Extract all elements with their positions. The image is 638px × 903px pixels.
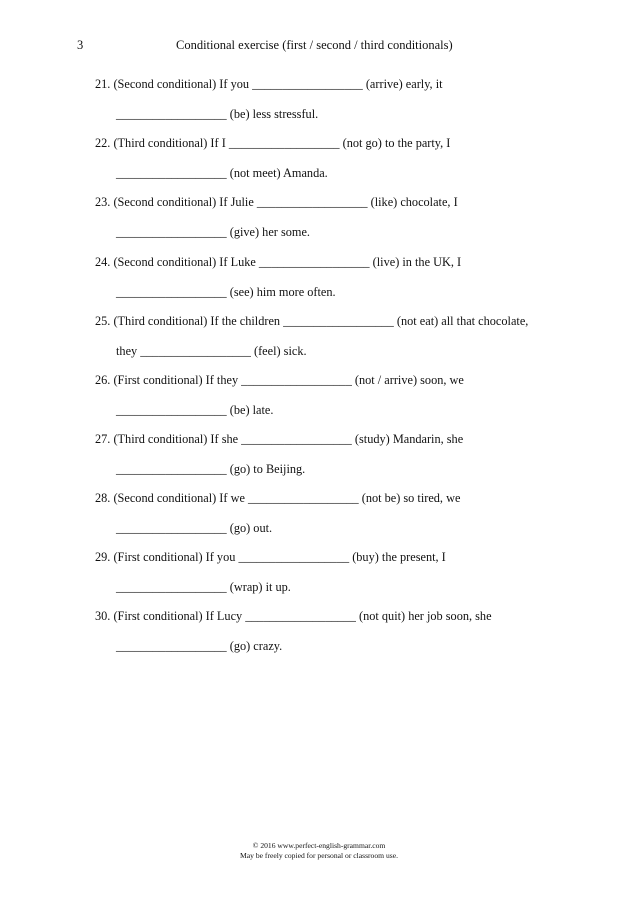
footer-copyright: © 2016 www.perfect-english-grammar.com (252, 841, 386, 850)
exercise-line-2: __________________ (go) crazy. (116, 639, 283, 653)
exercise-line-1: 28. (Second conditional) If we __________________ (not be) so tired, we (95, 491, 461, 505)
exercise-line-1: 27. (Third conditional) If she __________________ (study) Mandarin, she (95, 432, 464, 446)
exercise-line-2: __________________ (be) late. (116, 403, 274, 417)
exercise-line-2: __________________ (wrap) it up. (116, 580, 291, 594)
exercise-line-1: 25. (Third conditional) If the children __________________ (not eat) all that chocolate, (95, 314, 529, 328)
exercise-line-2: __________________ (be) less stressful. (116, 107, 319, 121)
exercise-line-1: 23. (Second conditional) If Julie __________________ (like) chocolate, I (95, 195, 458, 209)
exercise-line-2: __________________ (see) him more often. (116, 285, 336, 299)
exercise-line-2: __________________ (go) to Beijing. (116, 462, 306, 476)
exercise-line-2: __________________ (give) her some. (116, 225, 310, 239)
exercise-line-1: 29. (First conditional) If you __________________ (buy) the present, I (95, 550, 446, 564)
exercise-line-1: 26. (First conditional) If they __________________ (not / arrive) soon, we (95, 373, 464, 387)
exercise-line-1: 22. (Third conditional) If I __________________ (not go) to the party, I (95, 136, 451, 150)
page-number: 3 (77, 38, 84, 52)
exercise-line-2: they __________________ (feel) sick. (116, 344, 307, 358)
exercise-line-1: 24. (Second conditional) If Luke __________________ (live) in the UK, I (95, 255, 462, 269)
exercise-line-2: __________________ (go) out. (116, 521, 273, 535)
exercise-line-1: 21. (Second conditional) If you __________________ (arrive) early, it (95, 77, 443, 91)
footer-usage-note: May be freely copied for personal or classroom use. (240, 851, 398, 860)
exercise-line-2: __________________ (not meet) Amanda. (116, 166, 328, 180)
page-title: Conditional exercise (first / second / third conditionals) (176, 38, 453, 52)
exercise-line-1: 30. (First conditional) If Lucy __________________ (not quit) her job soon, she (95, 609, 492, 623)
